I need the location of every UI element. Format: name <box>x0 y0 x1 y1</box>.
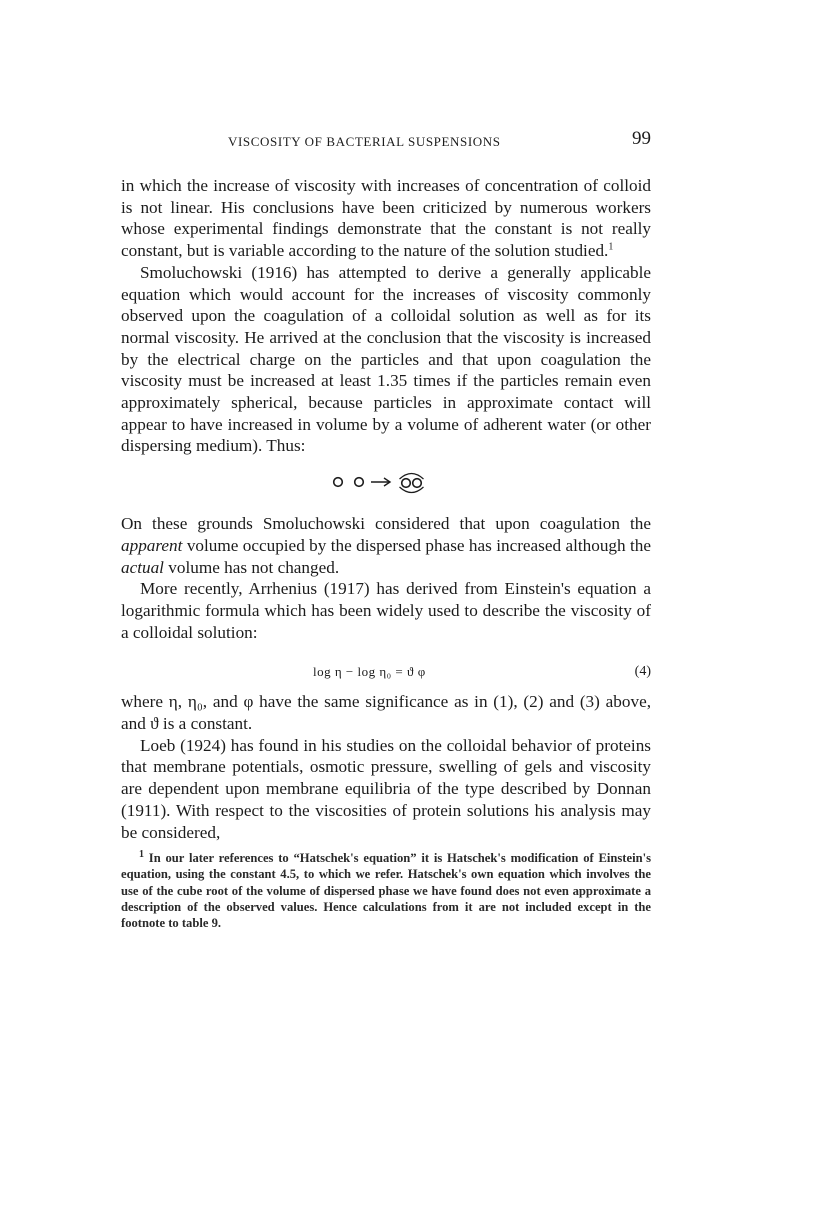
paragraph-1-text: in which the increase of viscosity with increases of concentration of colloid is not linear. His conclusions have been criticized by numerous workers whose experimental findings demonstrate that the constant is not really constant, but is variable according to the nature of the solution studied. <box>121 176 651 261</box>
equation-number: (4) <box>634 664 651 680</box>
emphasis-apparent: apparent <box>121 535 183 555</box>
body-text <box>121 175 651 843</box>
equation-text: log η − log η₀ = ϑ φ <box>313 664 426 680</box>
page-number: 99 <box>632 128 651 149</box>
footnote <box>121 850 651 931</box>
page-header <box>121 128 651 156</box>
coagulation-diagram <box>121 469 651 499</box>
paragraph-4: More recently, Arrhenius (1917) has derived from Einstein's equation a logarithmic formula which has been widely used to describe the viscosity of a colloidal solution: <box>121 579 651 642</box>
particle-coagulation-diagram-icon <box>331 469 441 499</box>
footnote-marker: 1 <box>139 849 144 861</box>
paragraph-3: On these grounds Smoluchowski considered that upon coagulation the apparent volume occupied by the dispersed phase has increased although the actual volume has not changed. <box>121 514 651 577</box>
paragraph-1 <box>121 175 651 262</box>
footnote-ref: 1 <box>608 241 614 253</box>
running-title: VISCOSITY OF BACTERIAL SUSPENSIONS <box>228 134 501 149</box>
equation-4 <box>121 659 651 681</box>
paragraph-2: Smoluchowski (1916) has attempted to derive a generally applicable equation which would account for the increases of viscosity commonly observed upon the coagulation of a colloidal solution as well as for its normal viscosity. He arrived at the conclusion that the viscosity is increased by the electrical charge on the particles and that upon coagulation the viscosity must be increased at least 1.35 times if the particles remain even approximately spherical, because particles in approximate contact will appear to have increased in volume by a volume of adherent water (or other dispersing medium). Thus: <box>121 262 651 456</box>
emphasis-actual: actual <box>121 557 164 577</box>
page <box>121 128 651 931</box>
paragraph-5: where η, η₀, and φ have the same significance as in (1), (2) and (3) above, and ϑ is a constant. <box>121 692 651 734</box>
paragraph-6: Loeb (1924) has found in his studies on the colloidal behavior of proteins that membrane potentials, osmotic pressure, swelling of gels and viscosity are dependent upon membrane equilibria of the type described by Donnan (1911). With respect to the viscosities of protein solutions his analysis may be considered, <box>121 735 651 842</box>
footnote-text: $^1$ In our later references to “Hatschek's equation” it is Hatschek's modification of Einstein's equation, using the constant 4.5, to which we refer. Hatschek's own equation which involves the use of the cube root of the volume of dispersed phase we have found does not even approximate a description of the observed values. Hence calculations from it are not included except in the footnote to table 9. <box>121 849 651 931</box>
